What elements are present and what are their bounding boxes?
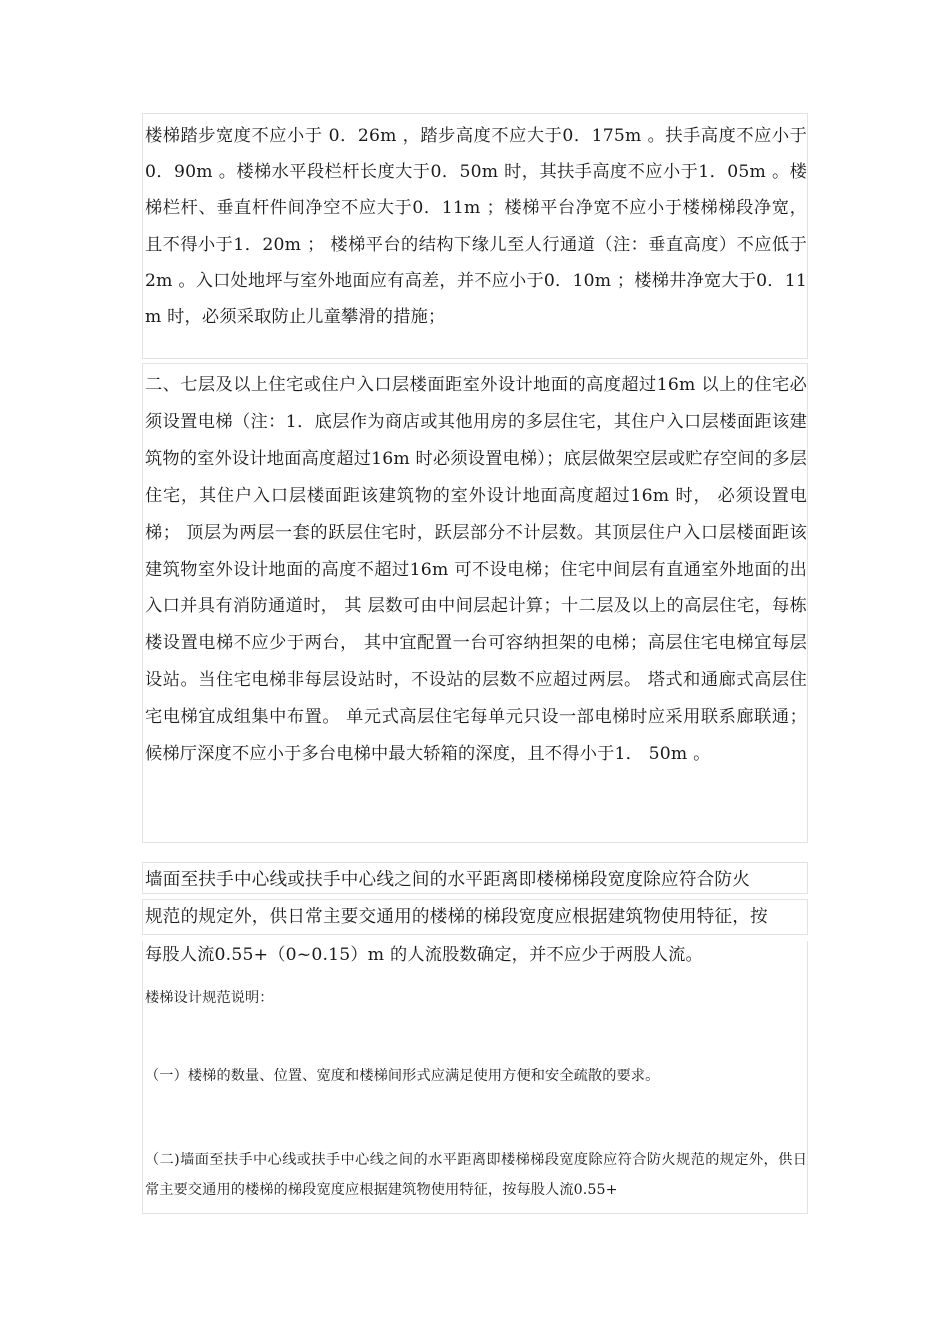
note-item-2: （二)墙面至扶手中心线或扶手中心线之间的水平距离即楼梯梯段宽度除应符合防火规范的规定外，供日常主要交通用的楼梯的梯段宽度应根据建筑物使用特征，按每股人流0.55+ bbox=[145, 1152, 807, 1198]
paragraph-stair-dimensions: 楼梯踏步宽度不应小于 0．26m ，踏步高度不应大于0．175m 。扶手高度不应小于0．90m 。楼梯水平段栏杆长度大于0．50m 时，其扶手高度不应小于1．05m 。楼梯栏杆、垂直杆件间净空不应大于0．11m ；楼梯平台净宽不应小于楼梯梯段净宽，且不得小于1．20m ； 楼梯平台的结构下缘儿至人行通道（注：垂直高度）不应低于2m 。入口处地坪与室外地面应有高差，并不应小于0．10m ；楼梯井净宽大于0．11m 时，必须采取防止儿童攀滑的措施； bbox=[145, 126, 807, 328]
paragraph-stair-width-line-2: 规范的规定外，供日常主要交通用的楼梯的梯段宽度应根据建筑物使用特征，按 bbox=[145, 907, 768, 927]
notes-title: 楼梯设计规范说明： bbox=[145, 990, 274, 1006]
paragraph-stair-width-line-1: 墙面至扶手中心线或扶手中心线之间的水平距离即楼梯梯段宽度除应符合防火 bbox=[145, 870, 750, 890]
paragraph-elevator-requirements: 二、七层及以上住宅或住户入口层楼面距室外设计地面的高度超过16m 以上的住宅必须设置电梯（注：1．底层作为商店或其他用房的多层住宅，其住户入口层楼面距该建筑物的室外设计地面高度超过16m 时必须设置电梯）；底层做架空层或贮存空间的多层住宅，其住户入口层楼面距该建筑物的室外设计地面高度超过16m 时， 必须设置电梯； 顶层为两层一套的跃层住宅时，跃层部分不计层数。其顶层住户入口层楼面距该建筑物室外设计地面的高度不超过16m 可不设电梯；住宅中间层有直通室外地面的出入口并具有消防通道时， 其 层数可由中间层起计算；十二层及以上的高层住宅，每栋楼设置电梯不应少于两台， 其中宜配置一台可容纳担架的电梯；高层住宅电梯宜每层设站。当住宅电梯非每层设站时，不设站的层数不应超过两层。 塔式和通廊式高层住宅电梯宜成组集中布置。 单元式高层住宅每单元只设一部电梯时应采用联系廊联通；候梯厅深度不应小于多台电梯中最大轿箱的深度，且不得小于1． 50m 。 bbox=[145, 375, 807, 765]
note-item-1: （一）楼梯的数量、位置、宽度和楼梯间形式应满足使用方便和安全疏散的要求。 bbox=[145, 1068, 660, 1084]
paragraph-stair-width-line-3: 每股人流0.55+（0~0.15）m 的人流股数确定，并不应少于两股人流。 bbox=[145, 945, 703, 965]
